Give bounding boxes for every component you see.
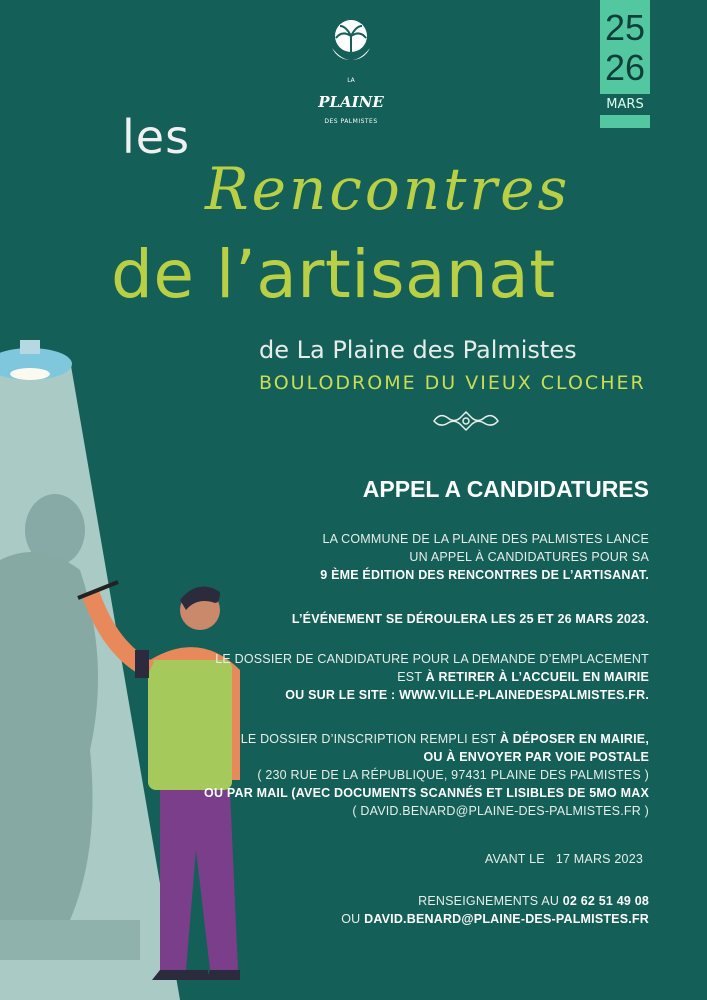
info-paragraph: [341, 892, 649, 928]
submission-line-1a: LE DOSSIER D’INSCRIPTION REMPLI EST: [240, 732, 497, 746]
venue: BOULODROME DU VIEUX CLOCHER: [259, 372, 646, 394]
logo-line1: LA: [347, 77, 355, 84]
submission-address: ( 230 RUE DE LA RÉPUBLIQUE, 97431 PLAINE DES PALMISTES ): [257, 768, 649, 782]
call-title: APPEL A CANDIDATURES: [362, 476, 649, 502]
date-day-2: 26: [604, 47, 646, 88]
application-line-2a: EST: [397, 670, 422, 684]
scroll-ornament-icon: [430, 408, 502, 434]
deadline: [485, 850, 643, 868]
date-day-1: 25: [604, 7, 646, 48]
logo-line3: DES PALMISTES: [324, 118, 378, 125]
event-dates: L’ÉVÉNEMENT SE DÉROULERA LES 25 ET 26 MARS 2023.: [291, 612, 649, 626]
submission-paragraph: [204, 730, 649, 820]
application-line-2b: À RETIRER À L’ACCUEIL EN MAIRIE: [425, 670, 649, 684]
submission-line-2: OU À ENVOYER PAR VOIE POSTALE: [423, 750, 649, 764]
date-badge: [600, 0, 650, 128]
submission-line-4: OU PAR MAIL (AVEC DOCUMENTS SCANNÉS ET LISIBLES DE 5MO MAX: [204, 786, 649, 800]
application-website[interactable]: OU SUR LE SITE : WWW.VILLE-PLAINEDESPALMISTES.FR.: [285, 688, 649, 702]
intro-line-3: 9 ÈME ÉDITION DES RENCONTRES DE L’ARTISANAT.: [320, 568, 649, 582]
palm-sun-logo-icon: [312, 14, 390, 76]
submission-line-1b: À DÉPOSER EN MAIRIE,: [499, 732, 649, 746]
date-month: MARS: [600, 94, 650, 115]
title-subtitle: de La Plaine des Palmistes: [259, 336, 577, 364]
logo-line2: PLAINE: [318, 93, 384, 111]
title-les: les: [122, 110, 191, 164]
deadline-date: 17 MARS 2023: [555, 852, 643, 866]
info-email[interactable]: DAVID.BENARD@PLAINE-DES-PALMISTES.FR: [364, 912, 649, 926]
submission-email[interactable]: ( DAVID.BENARD@PLAINE-DES-PALMISTES.FR ): [352, 804, 649, 818]
info-label: RENSEIGNEMENTS AU: [418, 894, 560, 908]
title-rencontres: Rencontres: [205, 155, 571, 223]
application-paragraph: [215, 650, 649, 704]
info-or: OU: [341, 912, 361, 926]
intro-paragraph: [320, 530, 649, 584]
info-phone[interactable]: 02 62 51 49 08: [562, 894, 649, 908]
intro-line-1: LA COMMUNE DE LA PLAINE DES PALMISTES LANCE: [322, 532, 649, 546]
intro-line-2: UN APPEL À CANDIDATURES POUR SA: [409, 550, 649, 564]
deadline-label: AVANT LE: [484, 852, 545, 866]
application-line-1: LE DOSSIER DE CANDIDATURE POUR LA DEMANDE D’EMPLACEMENT: [215, 652, 649, 666]
commune-logo: [312, 14, 390, 125]
title-artisanat: de l’artisanat: [111, 236, 556, 313]
